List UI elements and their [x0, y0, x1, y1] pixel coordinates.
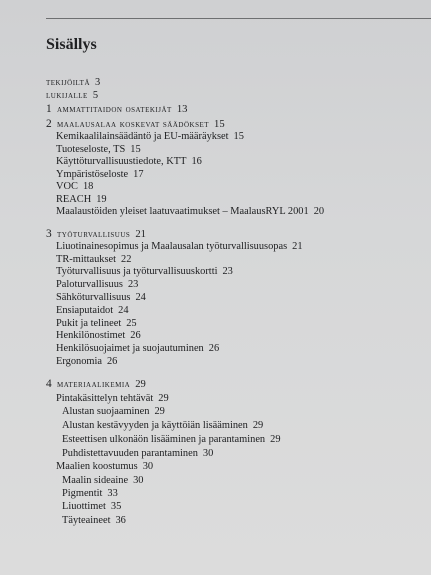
toc-chapter: 1 ammattitaidon osatekijät 13	[46, 103, 188, 115]
toc-entry: Liuotinainesopimus ja Maalausalan työturvallisuusopas 21	[56, 241, 303, 252]
toc-entry: Pukit ja telineet 25	[56, 318, 137, 329]
page-title: Sisällys	[46, 36, 97, 53]
toc-subentry: Esteettisen ulkonäön lisääminen ja parantaminen 29	[62, 434, 281, 445]
toc-subentry: Alustan suojaaminen 29	[62, 406, 165, 417]
toc-entry: Ympäristöseloste 17	[56, 169, 144, 180]
toc-subentry: Maalin sideaine 30	[62, 475, 144, 486]
toc-entry: Työturvallisuus ja työturvallisuuskortti 23	[56, 266, 233, 277]
toc-entry: Ensiaputaidot 24	[56, 305, 129, 316]
toc-subentry: Pigmentit 33	[62, 488, 118, 499]
toc-entry: REACH 19	[56, 194, 107, 205]
toc-entry: TR-mittaukset 22	[56, 254, 132, 265]
toc-entry: Käyttöturvallisuustiedote, KTT 16	[56, 156, 202, 167]
toc-chapter: 4 materiaalikemia 29	[46, 378, 146, 390]
toc-entry: Maalien koostumus 30	[56, 461, 154, 472]
toc-entry: tekijöiltä 3	[46, 77, 101, 88]
toc-subentry: Liuottimet 35	[62, 501, 122, 512]
toc-entry: Kemikaalilainsäädäntö ja EU-määräykset 15	[56, 131, 244, 142]
toc-subentry: Alustan kestävyyden ja käyttöiän lisääminen 29	[62, 420, 264, 431]
toc-entry: Tuoteseloste, TS 15	[56, 144, 141, 155]
toc-entry: Pintakäsittelyn tehtävät 29	[56, 393, 169, 404]
toc-entry: Henkilönostimet 26	[56, 330, 141, 341]
toc-chapter: 2 maalausalaa koskevat säädökset 15	[46, 118, 225, 130]
toc-subentry: Puhdistettavuuden parantaminen 30	[62, 448, 214, 459]
toc-entry: Maalaustöiden yleiset laatuvaatimukset – MaalausRYL 2001 20	[56, 206, 325, 217]
toc-entry: VOC 18	[56, 181, 94, 192]
toc-entry: Sähköturvallisuus 24	[56, 292, 146, 303]
toc-chapter: 3 työturvallisuus 21	[46, 228, 146, 240]
toc-entry: Paloturvallisuus 23	[56, 279, 139, 290]
toc-subentry: Täyteaineet 36	[62, 515, 126, 526]
toc-entry: lukijalle 5	[46, 90, 99, 101]
toc-entry: Henkilösuojaimet ja suojautuminen 26	[56, 343, 220, 354]
toc-entry: Ergonomia 26	[56, 356, 118, 367]
